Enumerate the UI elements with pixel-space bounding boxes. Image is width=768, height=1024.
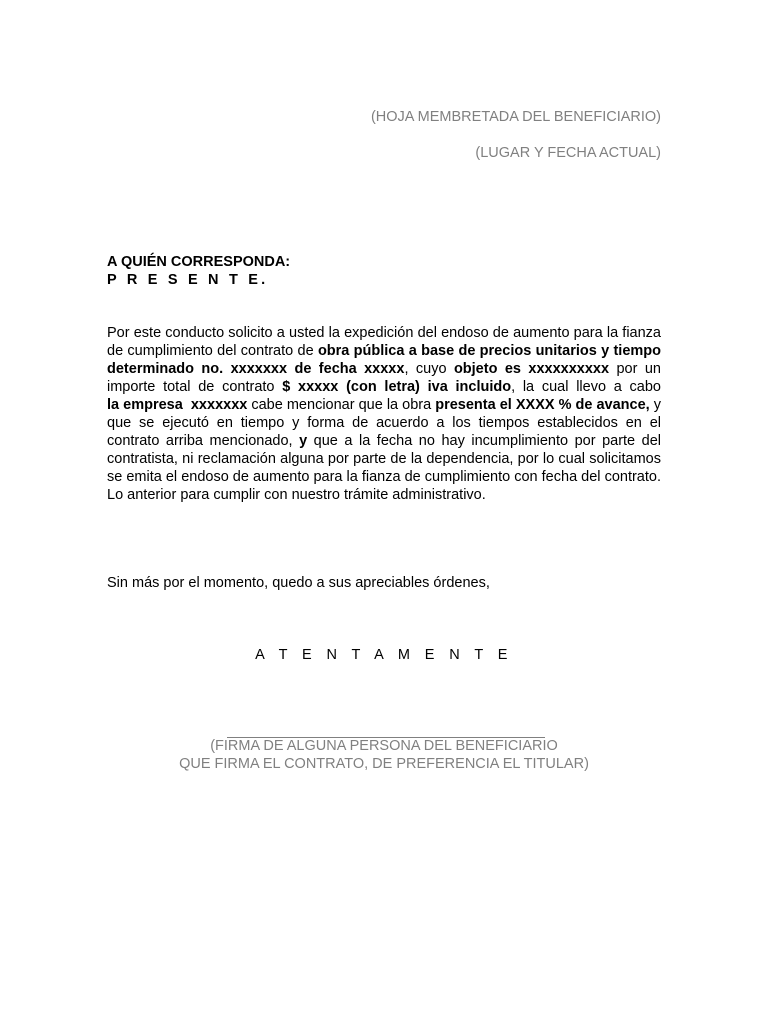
body-text-3: por un importe total de contrato bbox=[107, 361, 661, 395]
letterhead-placeholder: (HOJA MEMBRETADA DEL BENEFICIARIO) bbox=[370, 109, 661, 125]
body-bold-object: objeto es xxxxxxxxxx bbox=[453, 361, 610, 377]
place-date-placeholder: (LUGAR Y FECHA ACTUAL) bbox=[475, 145, 661, 161]
atentamente-heading: A T E N T A M E N T E bbox=[255, 647, 513, 663]
body-bold-company: la empresa xxxxxxx bbox=[107, 397, 248, 413]
body-text-5: cabe mencionar que la obra bbox=[247, 397, 436, 413]
body-bold-y: y bbox=[299, 433, 308, 449]
body-text-2: , cuyo bbox=[404, 361, 454, 377]
signature-caption-line-1: (FIRMA DE ALGUNA PERSONA DEL BENEFICIARIO bbox=[210, 738, 558, 754]
salutation-presente: P R E S E N T E. bbox=[107, 272, 269, 288]
body-bold-progress: presenta el XXXX % de avance, bbox=[435, 397, 650, 413]
body-text-4: , la cual llevo a cabo bbox=[511, 379, 661, 395]
body-bold-amount: $ xxxxx (con letra) iva incluido bbox=[282, 379, 512, 395]
closing-line: Sin más por el momento, quedo a sus apreciables órdenes, bbox=[107, 575, 490, 591]
body-bold-contract-type: obra pública a base de precios unitarios y tiempo determinado no. xxxxxxx de fecha xxxxx bbox=[107, 343, 661, 377]
body-text-6: y que se ejecutó en tiempo y forma de acuerdo a los tiempos establecidos en el contrato arriba mencionado, bbox=[107, 397, 661, 449]
body-text-7: que a la fecha no hay incumplimiento por parte del contratista, ni reclamación alguna por parte de la dependencia, por lo cual solicitamos se emita el endoso de aumento para la fianza de cumplimiento con fecha del contrato. Lo anterior para cumplir con nuestro trámite administrativo. bbox=[107, 433, 662, 503]
signature-caption-line-2: QUE FIRMA EL CONTRATO, DE PREFERENCIA EL TITULAR) bbox=[179, 756, 589, 772]
salutation-block bbox=[107, 253, 290, 289]
body-text-1: Por este conducto solicito a usted la expedición del endoso de aumento para la fianza de cumplimiento del contrato de bbox=[107, 325, 661, 359]
request-paragraph bbox=[107, 324, 661, 504]
signature-caption bbox=[0, 737, 768, 773]
salutation-recipient: A QUIÉN CORRESPONDA: bbox=[107, 254, 291, 270]
